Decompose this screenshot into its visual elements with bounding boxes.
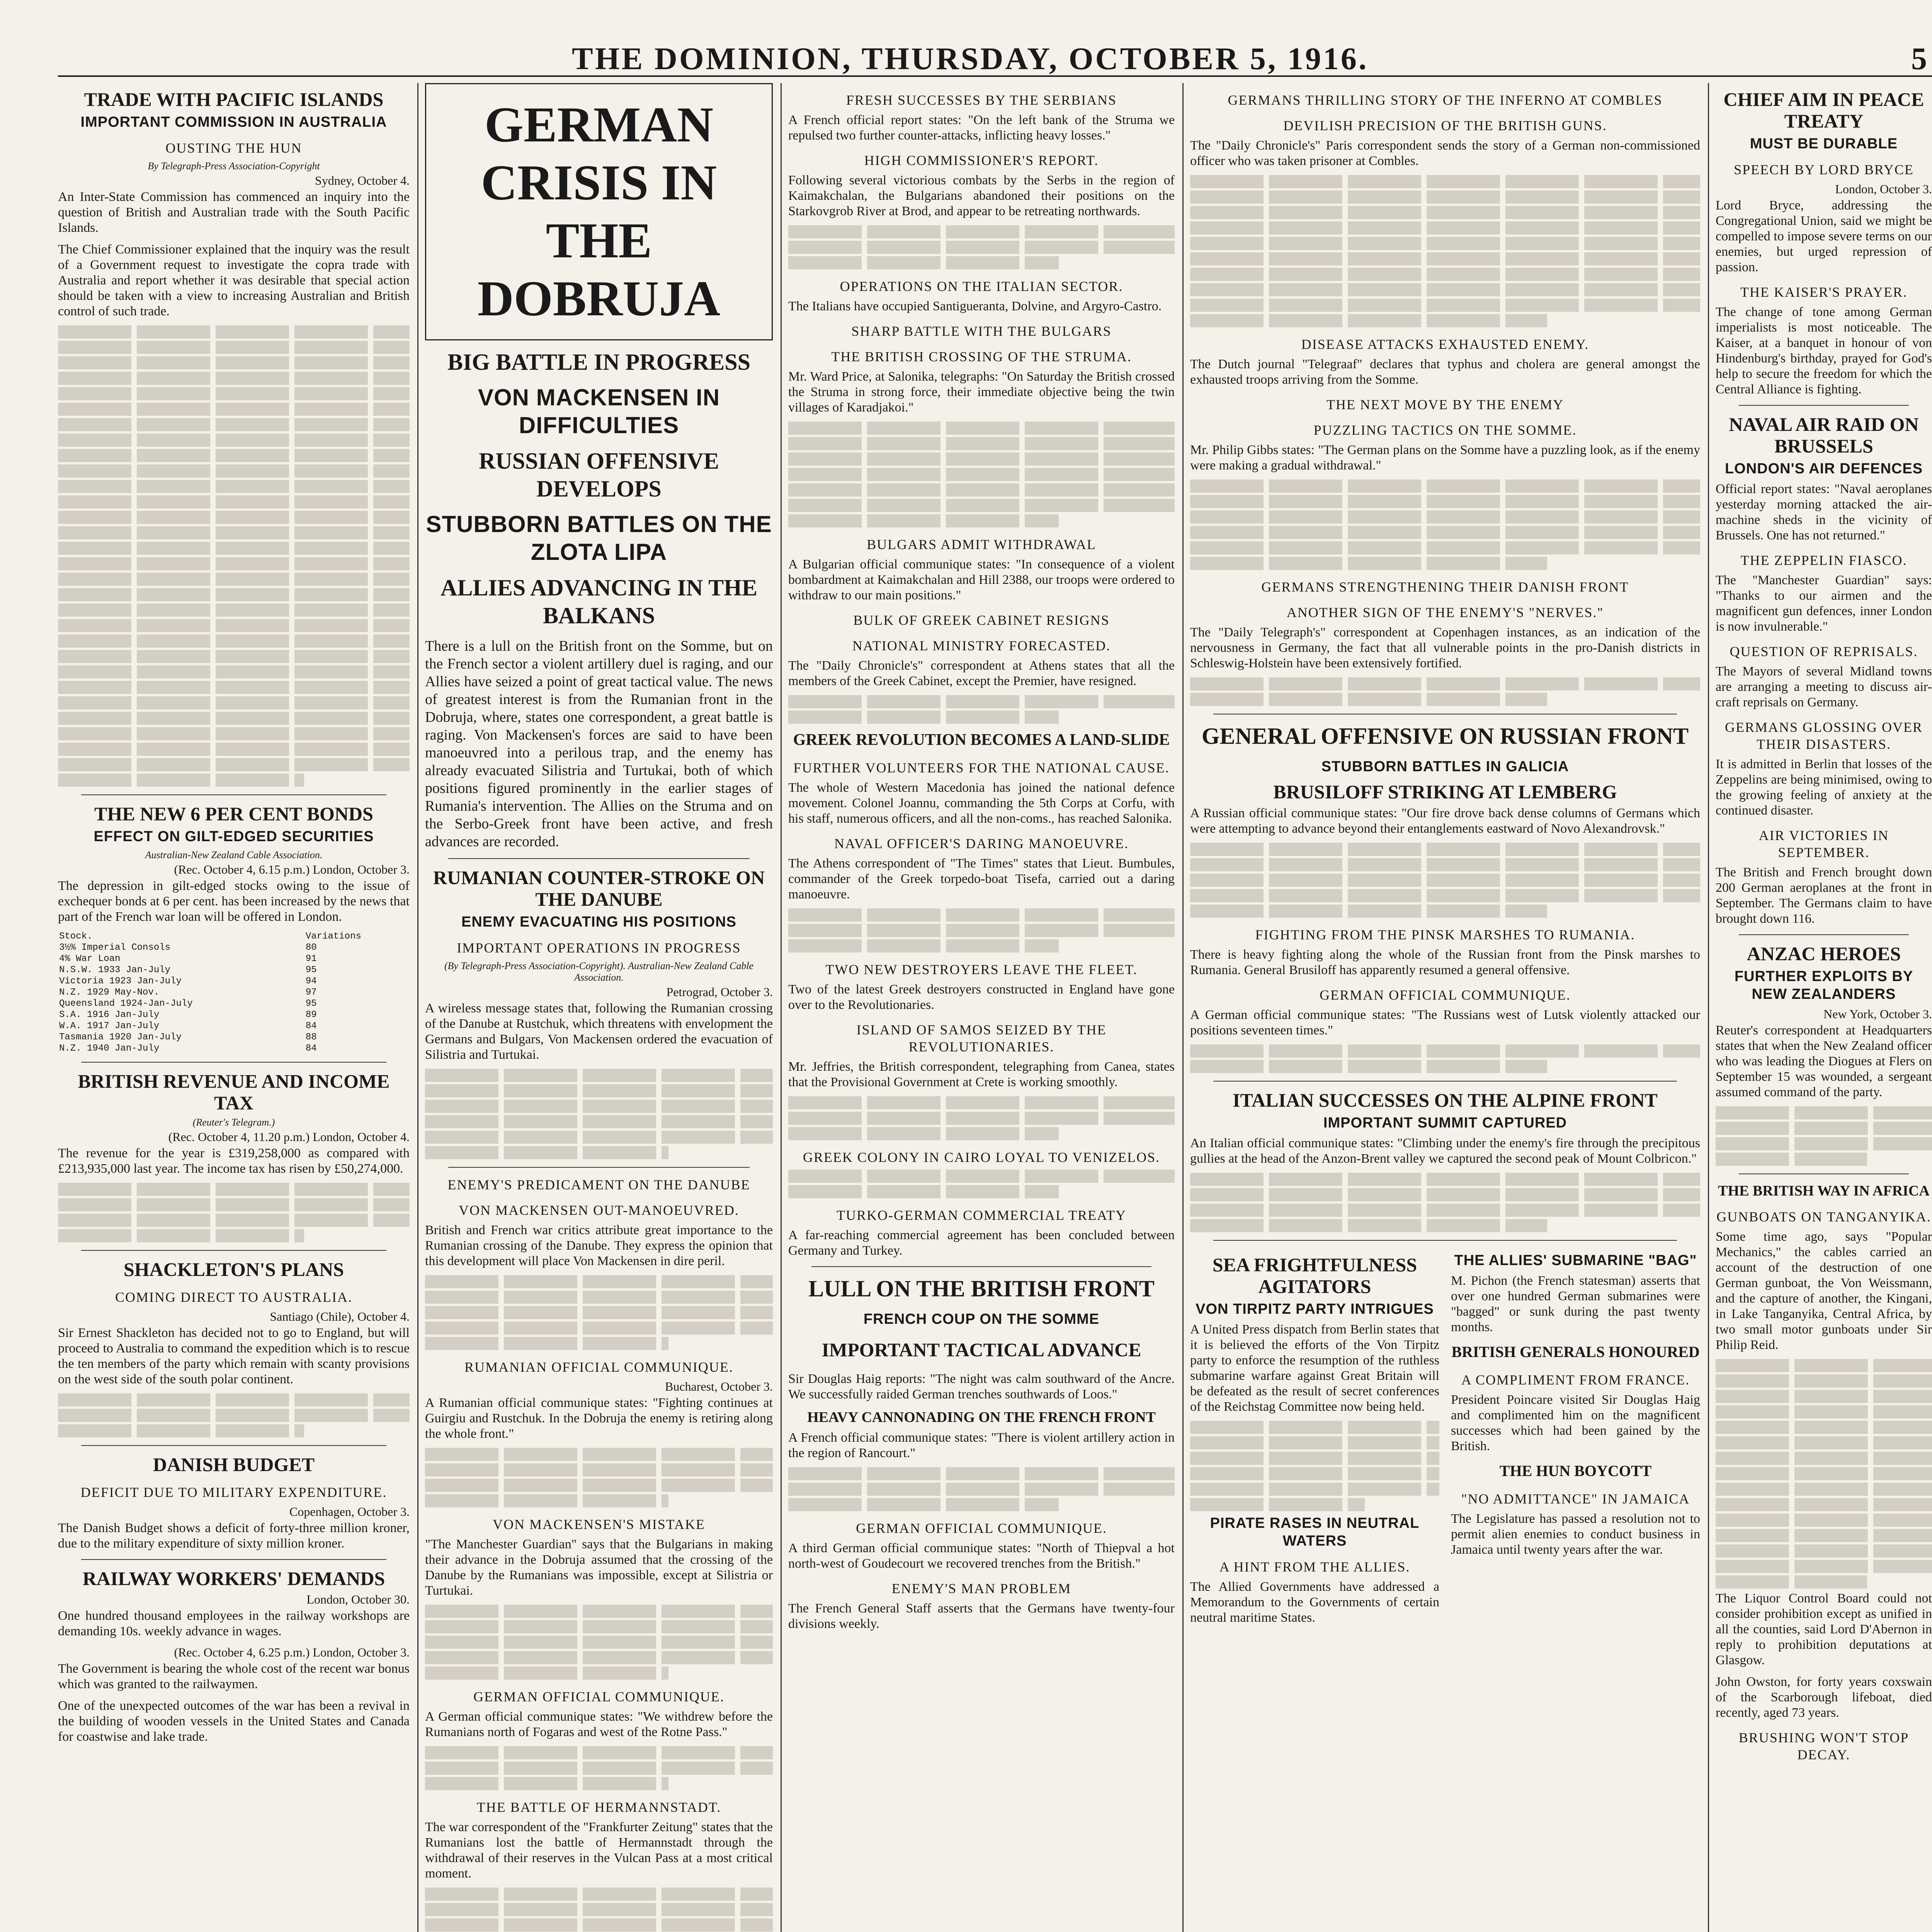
headline-box [425, 83, 773, 340]
article-text: A third German official communique states: "North of Thiepval a hot north-west of Goudecourt we recovered trenches from the British." [788, 1541, 1175, 1571]
table-row: Queensland 1924-Jan-July 95 [59, 998, 317, 1009]
subheadline: GERMANS STRENGTHENING THEIR DANISH FRONT [1261, 579, 1629, 595]
table-row: N.Z. 1940 Jan-July 84 [59, 1043, 317, 1054]
banner-subheadline: FRENCH COUP ON THE SOMME [863, 1311, 1100, 1327]
table-row: 4% War Loan 91 [59, 954, 317, 964]
article-text: Reuter's correspondent at Headquarters states that when the New Zealand officer who was leading the Diogues at Flers on September 15 was wounded, a sergeant assumed command of the party. [1716, 1023, 1932, 1099]
dateline: New York, October 3. [1823, 1007, 1932, 1021]
article-text: The "Manchester Guardian" says: "Thanks to our airmen and the magnificent gun defences, inner London is now invulnerable." [1716, 573, 1932, 634]
banner-headline: ALLIES ADVANCING IN THE BALKANS [440, 575, 757, 628]
article-text: One hundred thousand employees in the railway workshops are demanding 10s. weekly advance in wages. [58, 1609, 410, 1638]
headline: GREEK REVOLUTION BECOMES A LAND-SLIDE [793, 731, 1170, 749]
table-header: Stock. [59, 931, 93, 942]
subheadline: GERMAN OFFICIAL COMMUNIQUE. [473, 1689, 724, 1704]
banner-headline: GENERAL OFFENSIVE ON RUSSIAN FRONT [1201, 723, 1689, 749]
subheadline: NATIONAL MINISTRY FORECASTED. [852, 638, 1111, 653]
source-line: By Telegraph-Press Association-Copyright [148, 160, 320, 172]
subheadline: OUSTING THE HUN [165, 140, 302, 156]
subheadline: IMPORTANT OPERATIONS IN PROGRESS [457, 940, 741, 956]
masthead-title: THE DOMINION, THURSDAY, OCTOBER 5, 1916. [572, 41, 1369, 76]
subheadline: VON TIRPITZ PARTY INTRIGUES [1196, 1301, 1434, 1317]
article-text: "The Manchester Guardian" says that the Bulgarians in making their advance in the Dobruja assumed that the crossing of the Danube by the Rumanians was impossible, except at Silistria or Turtukai. [425, 1537, 773, 1598]
table-row: Victoria 1923 Jan-July 94 [59, 976, 317, 986]
stock-table [58, 931, 410, 1054]
subheadline: PUZZLING TACTICS ON THE SOMME. [1313, 422, 1577, 438]
subheadline: LONDON'S AIR DEFENCES [1725, 461, 1923, 477]
lead-paragraph: There is a lull on the British front on the Somme, but on the French sector a violent artillery duel is raging, and our Allies have seized a point of great tactical value. The news of greatest interest is from the Rumanian front in the Dobruja, where, states one correspondent, a great battle is raging. Von Mackensen's forces are said to have been manoeuvred into a perilous trap, and the enemy has already evacuated Silistria and Turtukai, both of which positions figured prominently in the earlier stages of Rumania's intervention. The Allies on the Struma and on the Serbo-Greek front have been active, and fresh advances are recorded. [425, 638, 773, 850]
subheadline: THE BRITISH CROSSING OF THE STRUMA. [831, 349, 1132, 364]
subheadline: AIR VICTORIES IN SEPTEMBER. [1759, 828, 1889, 860]
article-text: Some time ago, says "Popular Mechanics," the cables carried an account of the destruction of one German gunboat, the Von Weissmann, and the capture of another, the Kingani, in Lake Tanganyika, Central Africa, by two small motor gunboats under Sir Philip Reid. [1716, 1230, 1932, 1352]
headline: THE NEW 6 PER CENT BONDS [94, 803, 373, 825]
subheadline: DEVILISH PRECISION OF THE BRITISH GUNS. [1283, 118, 1607, 133]
headline: CHIEF AIM IN PEACE TREATY [1723, 88, 1924, 132]
table-row: 3½% Imperial Consols 80 [59, 942, 317, 953]
source-line: (By Telegraph-Press Association-Copyright). Australian-New Zealand Cable Association. [444, 960, 754, 983]
table-row: N.Z. 1929 May-Nov. 97 [59, 987, 317, 998]
article-text: The revenue for the year is £319,258,000 as compared with £213,935,000 last year. The income tax has risen by £50,274,000. [58, 1146, 410, 1176]
headline: DANISH BUDGET [153, 1454, 315, 1475]
subheadline: QUESTION OF REPRISALS. [1730, 644, 1918, 659]
subheadline: GUNBOATS ON TANGANYIKA. [1716, 1209, 1931, 1225]
article-text: The British and French brought down 200 German aeroplanes at the front in September. The Germans claim to have brought down 116. [1716, 865, 1932, 926]
subheadline: EFFECT ON GILT-EDGED SECURITIES [94, 828, 374, 845]
article-text: The change of tone among German imperialists is most noticeable. The Kaiser, at a banquet in honour of von Hindenburg's birthday, prayed for God's help to secure the freedom for which the Central Alliance is fighting. [1716, 305, 1932, 396]
article-text: The French General Staff asserts that the Germans have twenty-four divisions weekly. [788, 1601, 1175, 1631]
headline: RAILWAY WORKERS' DEMANDS [82, 1568, 385, 1589]
article-text: A French official report states: "On the left bank of the Struma we repulsed two further counter-attacks, inflicting heavy losses." [788, 113, 1175, 143]
headline: TRADE WITH PACIFIC ISLANDS [84, 88, 384, 110]
subheadline: THE KAISER'S PRAYER. [1740, 284, 1908, 300]
banner-headline: IMPORTANT TACTICAL ADVANCE [821, 1339, 1141, 1361]
dateline: Copenhagen, October 3. [289, 1505, 410, 1519]
article-text: The "Daily Telegraph's" correspondent at Copenhagen instances, as an indication of the nervousness in Germany, the fact that all vulnerable points in the pro-Danish districts in Schleswig-Holstein have been extensively fortified. [1190, 625, 1700, 670]
table-row: W.A. 1917 Jan-July 84 [59, 1021, 317, 1031]
subheadline: PIRATE RASES IN NEUTRAL WATERS [1210, 1515, 1420, 1549]
article-text: Lord Bryce, addressing the Congregational Union, said we might be compelled to impose severe terms on our enemies, but urged repression of passion. [1716, 198, 1932, 274]
article-text: A United Press dispatch from Berlin states that it is believed the efforts of the Von Tirpitz party to enforce the resumption of the ruthless submarine warfare against Great Britain will be defeated as the result of secret conferences of the Reichstag Committee now being held. [1190, 1322, 1439, 1414]
article-text: A Bulgarian official communique states: "In consequence of a violent bombardment at Kaimakchalan and Hill 2388, our troops were ordered to withdraw to our main positions." [788, 557, 1175, 602]
source-line: (Reuter's Telegram.) [192, 1117, 275, 1128]
column-2 [425, 83, 773, 1932]
subheadline: GERMANS THRILLING STORY OF THE INFERNO AT COMBLES [1228, 92, 1663, 108]
article-text: An Inter-State Commission has commenced an inquiry into the question of British and Australian trade with the South Pacific Islands. [58, 190, 410, 235]
headline: SHACKLETON'S PLANS [123, 1259, 344, 1280]
subheadline: THE ALLIES' SUBMARINE "BAG" [1454, 1252, 1697, 1269]
headline: RUMANIAN COUNTER-STROKE ON THE DANUBE [433, 867, 765, 910]
dateline: Bucharest, October 3. [665, 1379, 773, 1393]
article-text: A French official communique states: "There is violent artillery action in the region of Rancourt." [788, 1430, 1175, 1460]
article-text: The depression in gilt-edged stocks owing to the issue of exchequer bonds at 6 per cent. has been increased by the news that part of the French war loan will be offered in London. [58, 879, 410, 924]
article-text: President Poincare visited Sir Douglas Haig and complimented him on the magnificent successes which had been gained by the British. [1451, 1393, 1700, 1453]
subheadline: DISEASE ATTACKS EXHAUSTED ENEMY. [1301, 337, 1589, 352]
subheadline: ENEMY'S PREDICAMENT ON THE DANUBE [447, 1177, 750, 1192]
subheadline: HIGH COMMISSIONER'S REPORT. [864, 153, 1099, 168]
banner-headline: VON MACKENSEN IN DIFFICULTIES [478, 384, 720, 438]
article-text: British and French war critics attribute great importance to the Rumanian crossing of the Danube. They express the opinion that this development will place Von Mackensen in dire peril. [425, 1223, 773, 1268]
subheadline: ENEMY'S MAN PROBLEM [891, 1581, 1071, 1596]
subheadline: BULGARS ADMIT WITHDRAWAL [867, 537, 1096, 552]
subheadline: NAVAL OFFICER'S DARING MANOEUVRE. [834, 836, 1129, 851]
article-text: The Dutch journal "Telegraaf" declares that typhus and cholera are general amongst the exhausted troops arriving from the Somme. [1190, 357, 1700, 387]
headline: NAVAL AIR RAID ON BRUSSELS [1729, 413, 1919, 457]
article-text: Mr. Philip Gibbs states: "The German plans on the Somme have a puzzling look, as if the enemy were making a gradual withdrawal." [1190, 443, 1700, 473]
article-text: John Owston, for forty years coxswain of the Scarborough lifeboat, died recently, aged 73 years. [1716, 1675, 1932, 1720]
article-text: Mr. Jeffries, the British correspondent, telegraphing from Canea, states that the Provisional Government at Crete is working smoothly. [788, 1060, 1175, 1089]
subheadline: ENEMY EVACUATING HIS POSITIONS [461, 914, 736, 930]
article-text: Sir Ernest Shackleton has decided not to go to England, but will proceed to Australia to command the expedition which is to rescue the ten members of the party which remain with scanty provisions on the west side of the south polar continent. [58, 1326, 410, 1386]
banner-subheadline: STUBBORN BATTLES IN GALICIA [1321, 759, 1569, 775]
subheadline: A HINT FROM THE ALLIES. [1219, 1559, 1410, 1575]
article-text: A wireless message states that, following the Rumanian crossing of the Danube at Rustchuk, which threatens with envelopment the Germans and Bulgars, Von Mackensen ordered the evacuation of Silistria and Turtukai. [425, 1001, 773, 1062]
article-text: The "Daily Chronicle's" correspondent at Athens states that all the members of the Greek Cabinet, except the Premier, have resigned. [788, 658, 1175, 688]
article-text: The Liquor Control Board could not consider prohibition except as unified in all the counties, said Lord D'Abernon in reply to prohibition deputations at Glasgow. [1716, 1591, 1932, 1667]
article-text: The Italians have occupied Santigueranta, Dolvine, and Argyro-Castro. [788, 299, 1162, 313]
column-3 [788, 83, 1175, 1932]
column-5 [1716, 83, 1932, 1932]
page-number: 5 [1911, 41, 1927, 76]
subheadline: TWO NEW DESTROYERS LEAVE THE FLEET. [825, 962, 1138, 977]
subheadline: FURTHER EXPLOITS BY NEW ZEALANDERS [1734, 968, 1913, 1002]
subheadline: IMPORTANT COMMISSION IN AUSTRALIA [80, 114, 387, 130]
subheadline: GERMANS GLOSSING OVER THEIR DISASTERS. [1725, 719, 1923, 752]
headline: ANZAC HEROES [1747, 943, 1901, 964]
subheadline: TURKO-GERMAN COMMERCIAL TREATY [836, 1208, 1126, 1223]
subheadline: GERMAN OFFICIAL COMMUNIQUE. [856, 1520, 1107, 1536]
masthead [58, 41, 1932, 77]
subheadline: THE BRITISH WAY IN AFRICA [1718, 1183, 1930, 1199]
article-text: The Allied Governments have addressed a Memorandum to the Governments of certain neutral maritime States. [1190, 1580, 1439, 1625]
article-text: Mr. Ward Price, at Salonika, telegraphs: "On Saturday the British crossed the Struma in strong force, their immediate objective being the twin villages of Karadjakoi." [788, 369, 1175, 415]
headline: SEA FRIGHTFULNESS AGITATORS [1212, 1254, 1417, 1297]
dateline: Santiago (Chile), October 4. [270, 1310, 410, 1323]
article-text: A German official communique states: "We withdrew before the Rumanians north of Fogaras and west of the Rotne Pass." [425, 1709, 773, 1739]
dateline: (Rec. October 4, 6.15 p.m.) London, October 3. [174, 862, 410, 876]
article-text: A German official communique states: "The Russians west of Lutsk violently attacked our positions seventeen times." [1190, 1008, 1700, 1037]
subheadline: FURTHER VOLUNTEERS FOR THE NATIONAL CAUSE. [793, 760, 1170, 776]
headline: BRITISH REVENUE AND INCOME TAX [78, 1070, 390, 1114]
article-text: There is heavy fighting along the whole of the Russian front from the Pinsk marshes to Rumania. General Brusiloff has apparently resumed a general offensive. [1190, 947, 1700, 977]
subheadline: BRUSHING WON'T STOP DECAY. [1738, 1730, 1909, 1762]
subheadline: VON MACKENSEN'S MISTAKE [493, 1517, 705, 1532]
article-text: The Chief Commissioner explained that the inquiry was the result of a Government request to investigate the copra trade with Australia and report whether it was desirable that special action should be taken with a view to increasing Australian and British control of such trade. [58, 242, 410, 318]
article-text: Official report states: "Naval aeroplanes yesterday morning attacked the air-machine sheds in the vicinity of Brussels. One has not returned." [1716, 482, 1932, 543]
headline: THE HUN BOYCOTT [1499, 1462, 1652, 1480]
dateline: Sydney, October 4. [315, 173, 410, 187]
subheadline: COMING DIRECT TO AUSTRALIA. [115, 1289, 353, 1305]
banner-headline: GERMAN CRISIS IN THE DOBRUJA [477, 97, 721, 327]
article-text: The whole of Western Macedonia has joined the national defence movement. Colonel Joannu, commanding the 5th Corps at Corfu, with his staff, numerous officers, and all the non-coms., has reached Salonika. [788, 781, 1175, 826]
subheadline: THE BATTLE OF HERMANNSTADT. [476, 1799, 721, 1815]
dateline: Petrograd, October 3. [666, 985, 773, 999]
subheadline: A COMPLIMENT FROM FRANCE. [1461, 1372, 1690, 1388]
dateline: London, October 3. [1835, 182, 1932, 196]
subheadline: ANOTHER SIGN OF THE ENEMY'S "NERVES." [1286, 605, 1604, 620]
article-text: The Mayors of several Midland towns are arranging a meeting to discuss air-craft reprisals on Germany. [1716, 664, 1932, 709]
article-text: The Government is bearing the whole cost of the recent war bonus which was granted to the railwaymen. [58, 1662, 410, 1691]
article-text: M. Pichon (the French statesman) asserts that over one hundred German submarines were "bagged" or sunk during the past twenty months. [1451, 1274, 1700, 1334]
banner-headline: STUBBORN BATTLES ON THE ZLOTA LIPA [426, 511, 772, 565]
article-text: A far-reaching commercial agreement has been concluded between Germany and Turkey. [788, 1228, 1175, 1258]
subheadline: GERMAN OFFICIAL COMMUNIQUE. [1320, 987, 1571, 1003]
article-text: The Danish Budget shows a deficit of forty-three million kroner, due to the military expenditure of sixty million kroner. [58, 1521, 410, 1551]
headline: ITALIAN SUCCESSES ON THE ALPINE FRONT [1233, 1089, 1658, 1111]
subheadline: SPEECH BY LORD BRYCE [1734, 162, 1914, 177]
subheadline: VON MACKENSEN OUT-MANOEUVRED. [459, 1202, 739, 1218]
subheadline: FRESH SUCCESSES BY THE SERBIANS [846, 92, 1117, 108]
table-row: S.A. 1916 Jan-July 89 [59, 1010, 317, 1020]
subheadline: THE NEXT MOVE BY THE ENEMY [1326, 397, 1564, 412]
subheadline: MUST BE DURABLE [1750, 136, 1898, 152]
article-text: A Russian official communique states: "Our fire drove back dense columns of Germans which were attempting to advance beyond their entanglements eastward of Novo Alexandrovsk." [1190, 806, 1700, 836]
article-text: Following several victorious combats by the Serbs in the region of Kaimakchalan, the Bulgarians abandoned their positions on the Starkovgrob River at Brod, and appear to be retreating northwards. [788, 173, 1175, 218]
banner-headline: RUSSIAN OFFENSIVE DEVELOPS [479, 448, 719, 502]
table-header: Variations [305, 931, 361, 942]
banner-headline: BIG BATTLE IN PROGRESS [447, 349, 751, 375]
split-section [1190, 1248, 1700, 1632]
article-text: The Athens correspondent of "The Times" states that Lieut. Bumbules, commander of the Greek torpedo-boat Tisefa, carried out a daring manoeuvre. [788, 856, 1175, 901]
dateline: (Rec. October 4, 6.25 p.m.) London, October 3. [174, 1645, 410, 1659]
column-1 [58, 83, 410, 1932]
article-text: An Italian official communique states: "Climbing under the enemy's fire through the precipitous gullies at the head of the Anzon-Brent valley we captured the second peak of Mount Colbricon." [1190, 1136, 1700, 1166]
subheadline: RUMANIAN OFFICIAL COMMUNIQUE. [464, 1359, 733, 1375]
dateline: London, October 30. [306, 1592, 410, 1606]
subheadline: ISLAND OF SAMOS SEIZED BY THE REVOLUTIONARIES. [856, 1022, 1107, 1054]
article-text: The Legislature has passed a resolution not to permit alien enemies to conduct business in Jamaica until twenty years after the war. [1451, 1512, 1700, 1557]
headline: BRITISH GENERALS HONOURED [1451, 1343, 1700, 1361]
article-text: The war correspondent of the "Frankfurter Zeitung" states that the Rumanians lost the battle of Hermannstadt through the withdrawal of their reserves in the Vulcan Pass at a most critical moment. [425, 1820, 773, 1881]
subheadline: BULK OF GREEK CABINET RESIGNS [853, 612, 1110, 628]
subheadline: FIGHTING FROM THE PINSK MARSHES TO RUMANIA. [1255, 927, 1635, 942]
column-4 [1190, 83, 1700, 1932]
table-row: N.S.W. 1933 Jan-July 95 [59, 965, 317, 975]
subheadline: THE ZEPPELIN FIASCO. [1740, 553, 1907, 568]
banner-headline: LULL ON THE BRITISH FRONT [808, 1276, 1155, 1301]
article-text: The "Daily Chronicle's" Paris correspondent sends the story of a German non-commissioned officer who was taken prisoner at Combles. [1190, 138, 1700, 168]
subheadline: DEFICIT DUE TO MILITARY EXPENDITURE. [80, 1485, 387, 1500]
subheadline: OPERATIONS ON THE ITALIAN SECTOR. [840, 279, 1123, 294]
headline: BRUSILOFF STRIKING AT LEMBERG [1273, 781, 1617, 803]
dateline: (Rec. October 4, 11.20 p.m.) London, October 4. [168, 1130, 410, 1144]
article-text: Two of the latest Greek destroyers constructed in England have gone over to the Revolutionaries. [788, 982, 1175, 1012]
article-text: A Rumanian official communique states: "Fighting continues at Guirgiu and Rustchuk. In the Dobruja the enemy is retiring along the whole front." [425, 1396, 773, 1441]
article-text: Sir Douglas Haig reports: "The night was calm southward of the Ancre. We successfully raided German trenches southwards of Loos." [788, 1372, 1175, 1401]
subheadline: "NO ADMITTANCE" IN JAMAICA [1461, 1491, 1690, 1507]
article-text: One of the unexpected outcomes of the war has been a revival in the building of wooden vessels in the United States and Canada for coastwise and lake trade. [58, 1699, 410, 1744]
source-line: Australian-New Zealand Cable Association. [145, 849, 323, 861]
article-text: It is admitted in Berlin that losses of the Zeppelins are being minimised, owing to the growing feeling of anxiety at the continued disaster. [1716, 757, 1932, 818]
subheadline: IMPORTANT SUMMIT CAPTURED [1323, 1115, 1567, 1131]
table-row: Tasmania 1920 Jan-July 88 [59, 1032, 317, 1043]
subheadline: GREEK COLONY IN CAIRO LOYAL TO VENIZELOS. [803, 1150, 1160, 1165]
subheadline: SHARP BATTLE WITH THE BULGARS [851, 323, 1112, 339]
subheadline: HEAVY CANNONADING ON THE FRENCH FRONT [807, 1409, 1156, 1425]
